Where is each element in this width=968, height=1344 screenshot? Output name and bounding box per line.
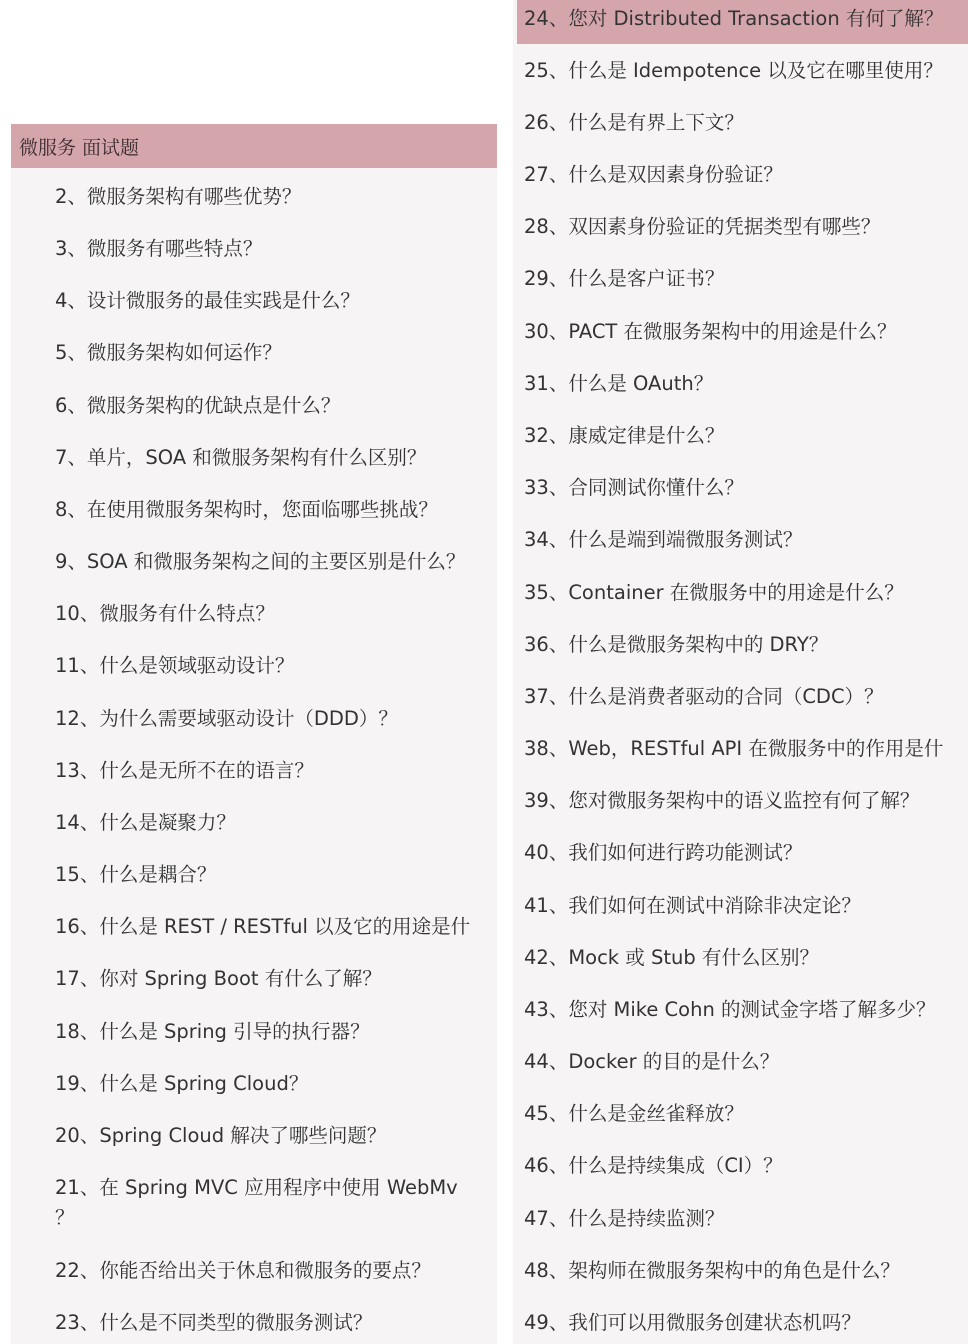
question-item: 39、您对微服务架构中的语义监控有何了解？ <box>524 789 920 812</box>
question-item: 8、在使用微服务架构时，您面临哪些挑战？ <box>55 498 438 521</box>
question-item: 7、单片，SOA 和微服务架构有什么区别？ <box>55 446 427 469</box>
right-question-panel <box>513 0 968 1344</box>
question-item: 26、什么是有界上下文？ <box>524 111 744 134</box>
question-item: 17、你对 Spring Boot 有什么了解？ <box>55 967 382 990</box>
question-item: 42、Mock 或 Stub 有什么区别？ <box>524 946 819 969</box>
question-item: 33、合同测试你懂什么？ <box>524 476 744 499</box>
question-item: 21、在 Spring MVC 应用程序中使用 WebMv <box>55 1176 458 1199</box>
question-item: 38、Web，RESTful API 在微服务中的作用是什 <box>524 737 944 760</box>
question-item: 16、什么是 REST / RESTful 以及它的用途是什 <box>55 915 471 938</box>
question-item: 3、微服务有哪些特点？ <box>55 237 263 260</box>
question-item: 30、PACT 在微服务架构中的用途是什么？ <box>524 320 897 343</box>
question-item: 20、Spring Cloud 解决了哪些问题？ <box>55 1124 387 1147</box>
section-title: 微服务 面试题 <box>19 137 140 159</box>
question-item: 45、什么是金丝雀释放？ <box>524 1102 744 1125</box>
question-item: 27、什么是双因素身份验证？ <box>524 163 783 186</box>
question-item: 46、什么是持续集成（CI）？ <box>524 1154 783 1177</box>
question-item: 40、我们如何进行跨功能测试？ <box>524 841 803 864</box>
question-item: 36、什么是微服务架构中的 DRY？ <box>524 633 829 656</box>
question-item: 10、微服务有什么特点？ <box>55 602 275 625</box>
question-item: 37、什么是消费者驱动的合同（CDC）？ <box>524 685 884 708</box>
question-item: 25、什么是 Idempotence 以及它在哪里使用？ <box>524 59 943 82</box>
question-item: 22、你能否给出关于休息和微服务的要点？ <box>55 1259 431 1282</box>
question-item: 15、什么是耦合？ <box>55 863 217 886</box>
question-item: 41、我们如何在测试中消除非决定论？ <box>524 894 861 917</box>
section-header <box>11 124 497 168</box>
question-item: 2、微服务架构有哪些优势？ <box>55 185 302 208</box>
question-item: 43、您对 Mike Cohn 的测试金字塔了解多少？ <box>524 998 936 1021</box>
question-item: 23、什么是不同类型的微服务测试？ <box>55 1311 373 1334</box>
question-item: 4、设计微服务的最佳实践是什么？ <box>55 289 360 312</box>
question-item: 49、我们可以用微服务创建状态机吗？ <box>524 1311 861 1334</box>
question-item: 35、Container 在微服务中的用途是什么？ <box>524 581 904 604</box>
question-item: 9、SOA 和微服务架构之间的主要区别是什么？ <box>55 550 466 573</box>
question-item: 24、您对 Distributed Transaction 有何了解？ <box>524 7 944 30</box>
question-item-continuation: ？ <box>55 1206 75 1229</box>
left-question-panel <box>11 124 497 1344</box>
question-item: 19、什么是 Spring Cloud？ <box>55 1072 309 1095</box>
question-item: 5、微服务架构如何运作？ <box>55 341 282 364</box>
question-item: 44、Docker 的目的是什么？ <box>524 1050 780 1073</box>
question-item: 11、什么是领域驱动设计？ <box>55 654 295 677</box>
question-item: 48、架构师在微服务架构中的角色是什么？ <box>524 1259 900 1282</box>
question-item: 13、什么是无所不在的语言？ <box>55 759 314 782</box>
question-item: 28、双因素身份验证的凭据类型有哪些？ <box>524 215 881 238</box>
question-item: 32、康威定律是什么？ <box>524 424 725 447</box>
question-item: 6、微服务架构的优缺点是什么？ <box>55 394 341 417</box>
question-item: 12、为什么需要域驱动设计（DDD）？ <box>55 707 398 730</box>
question-item: 29、什么是客户证书？ <box>524 267 725 290</box>
question-item: 14、什么是凝聚力？ <box>55 811 236 834</box>
question-item: 47、什么是持续监测？ <box>524 1207 725 1230</box>
question-item: 31、什么是 OAuth？ <box>524 372 714 395</box>
question-item: 18、什么是 Spring 引导的执行器？ <box>55 1020 370 1043</box>
question-item: 34、什么是端到端微服务测试？ <box>524 528 803 551</box>
